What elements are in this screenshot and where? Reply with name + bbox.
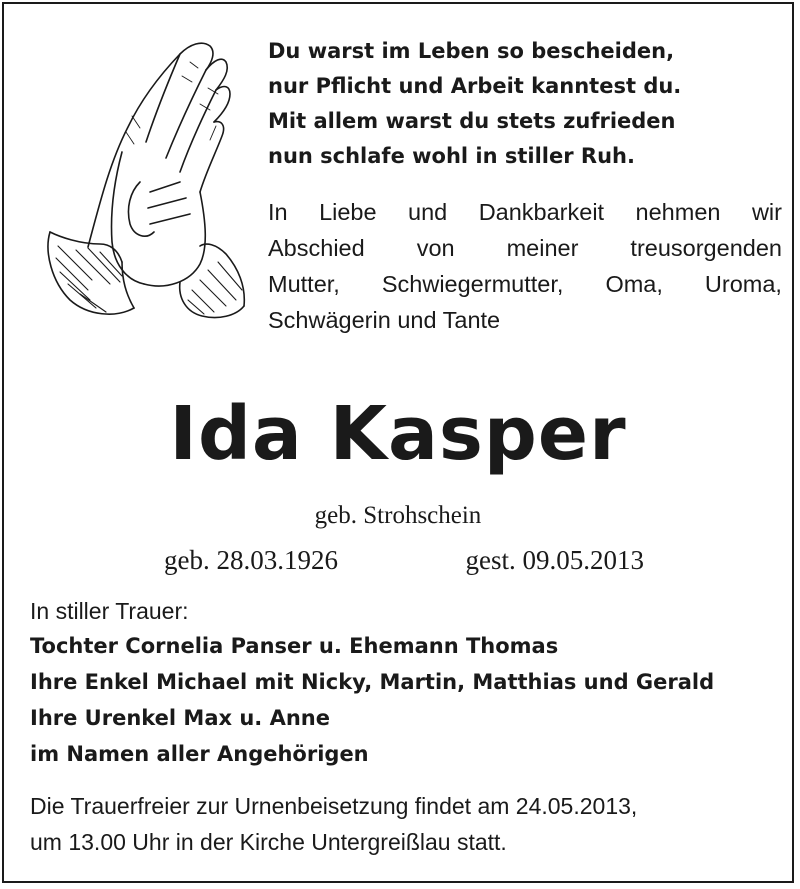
farewell-word: nehmen — [635, 199, 721, 225]
poem — [268, 34, 788, 174]
poem-line: Du warst im Leben so bescheiden, — [268, 39, 675, 63]
obituary-notice — [2, 2, 794, 883]
farewell-word: Oma, — [605, 271, 663, 297]
farewell-word: von — [416, 235, 455, 261]
mourner-line: im Namen aller Angehörigen — [30, 742, 369, 766]
poem-line: nur Pflicht und Arbeit kanntest du. — [268, 74, 682, 98]
farewell-word: In — [268, 199, 288, 225]
praying-hands-icon — [30, 32, 250, 322]
farewell-word: treusorgenden — [630, 235, 782, 261]
poem-line: nun schlafe wohl in stiller Ruh. — [268, 144, 635, 168]
farewell-line — [268, 194, 782, 230]
farewell-word: und — [408, 199, 448, 225]
farewell-word: wir — [751, 199, 782, 225]
mourners-intro: In stiller Trauer: — [30, 598, 189, 624]
maiden-name: geb. Strohschein — [314, 502, 482, 529]
farewell-word: Schwägerin und Tante — [268, 307, 501, 333]
mourners-list — [30, 628, 790, 772]
deceased-name: Ida Kasper — [169, 391, 627, 477]
farewell-line — [268, 266, 782, 302]
service-info — [30, 788, 786, 860]
farewell-line — [268, 302, 782, 338]
farewell-word: Abschied — [268, 235, 365, 261]
farewell-line — [268, 230, 782, 266]
farewell-word: Schwiegermutter, — [381, 271, 564, 297]
farewell-word: Liebe — [319, 199, 377, 225]
life-dates — [164, 540, 644, 580]
poem-line: Mit allem warst du stets zufrieden — [268, 109, 676, 133]
death-date: gest. 09.05.2013 — [465, 545, 644, 575]
service-line: um 13.00 Uhr in der Kirche Untergreißlau statt. — [30, 829, 507, 855]
birth-date: geb. 28.03.1926 — [164, 545, 338, 575]
farewell-word: meiner — [506, 235, 579, 261]
mourner-line: Tochter Cornelia Panser u. Ehemann Thomas — [30, 634, 559, 658]
mourner-line: Ihre Enkel Michael mit Nicky, Martin, Matthias und Gerald — [30, 670, 715, 694]
farewell-word: Mutter, — [268, 271, 340, 297]
service-line: Die Trauerfreier zur Urnenbeisetzung findet am 24.05.2013, — [30, 793, 638, 819]
mourner-line: Ihre Urenkel Max u. Anne — [30, 706, 330, 730]
farewell-text — [268, 194, 782, 338]
farewell-word: Dankbarkeit — [478, 199, 605, 225]
farewell-word: Uroma, — [704, 271, 782, 297]
